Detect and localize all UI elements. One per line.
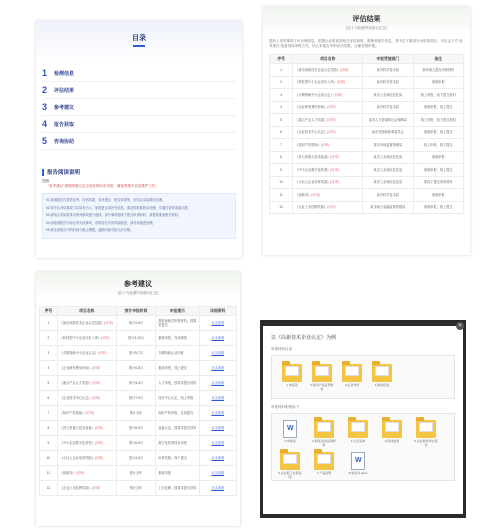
project-name: 《科技型中小企业评价入库》: [295, 80, 337, 85]
department-cell: 某市科学技术局: [363, 64, 413, 77]
note-cell: 系统申报，线上提交: [413, 101, 463, 114]
project-name: 《首台套重大技术装备》: [59, 425, 95, 430]
results-column-header: 备注: [413, 55, 463, 64]
reading-notes-heading: [42, 168, 242, 176]
project-name-cell: [293, 201, 363, 214]
results-table: [269, 54, 464, 214]
toc-list: [36, 61, 242, 150]
row-number: 3: [270, 89, 293, 102]
table-row: [270, 139, 464, 152]
notes-box: [42, 193, 236, 239]
note-line: 02 如不认可结果或与实际有出入，如需更正或补充信息，请及时联系核实处理，可通过咨询渠道反馈。: [46, 205, 191, 210]
toc-item-label: 参考建议: [54, 104, 75, 111]
suggest-column-header: 预计申报时间: [116, 307, 155, 316]
row-number: 7: [40, 406, 58, 421]
view-details-link[interactable]: 点击查看: [211, 350, 225, 355]
folder-paper: [283, 454, 297, 464]
folder-paper: [351, 422, 365, 432]
department-cell: 某市科学技术局: [363, 101, 413, 114]
doc-graphic: [351, 452, 365, 470]
status-badge: (可申): [327, 130, 336, 135]
results-column-header: 申报受理部门: [363, 55, 413, 64]
folder-icon[interactable]: [370, 364, 394, 388]
folder-icon[interactable]: [346, 420, 370, 444]
project-name: 《企业技术中心认定》: [59, 395, 92, 400]
project-name: 《企业研发费用补助》: [59, 365, 92, 370]
folder-paper: [315, 366, 329, 376]
row-number: 12: [270, 201, 293, 214]
project-name-cell: [293, 89, 363, 102]
table-row: [270, 114, 464, 127]
section-bar: [42, 169, 44, 176]
folder-icon[interactable]: [312, 420, 336, 447]
dialog-caption-1: 申报材料目录: [271, 347, 292, 351]
table-row: [40, 361, 237, 376]
project-name-cell: [293, 151, 363, 164]
view-details-link[interactable]: 点击查看: [211, 470, 225, 475]
project-name: 《小巨人企业培育奖励》: [295, 180, 331, 185]
results-description: 您所上传的事项下可办理信息，依据企业资质及相关评估规则，需核验相关信息，其中以下事项为可申报项目，可点击下方“参考建议”查看具体申报方式，结合本报告中的评估结果，合理安排申报。: [269, 39, 463, 48]
results-title: 评估结果: [352, 16, 381, 23]
view-details-link[interactable]: 点击查看: [211, 380, 225, 385]
tip-cell: 技术中心认定，线上申报: [156, 391, 199, 406]
project-name-cell: [57, 376, 116, 391]
table-row: [40, 376, 237, 391]
status-badge: (可申): [91, 365, 101, 370]
dialog-title: 以《高新技术企业认定》为例: [271, 335, 337, 341]
link-cell: [199, 406, 236, 421]
project-name: 《企业技术中心认定》: [295, 130, 328, 135]
view-details-link[interactable]: 点击查看: [211, 365, 225, 370]
time-cell: 预计5-7月: [116, 346, 155, 361]
folder-icon[interactable]: [310, 364, 334, 391]
table-row: [40, 406, 237, 421]
time-cell: 预计全年: [116, 481, 155, 496]
status-badge: (可申): [94, 440, 104, 445]
row-number: 11: [40, 466, 58, 481]
row-number: 9: [270, 164, 293, 177]
project-name: 《企业上市挂牌奖励》: [295, 205, 328, 210]
results-column-header: 项目名称: [293, 55, 363, 64]
results-panel: [263, 7, 470, 255]
project-name-cell: [57, 481, 116, 496]
table-row: [270, 126, 464, 139]
toc-item[interactable]: [42, 133, 236, 150]
department-cell: 某市工业和信息化局: [363, 151, 413, 164]
project-name-cell: [293, 189, 363, 202]
folder-paper: [375, 366, 389, 376]
dialog-caption-2: 申报材料明细如下：: [271, 405, 303, 409]
folder-icon[interactable]: [340, 364, 364, 388]
toc-title-underline: [133, 45, 145, 47]
word-doc-icon[interactable]: [278, 420, 302, 444]
suggestions-header: [36, 272, 240, 300]
project-name: 《重点产业人才奖励》: [59, 380, 92, 385]
file-label: 8.承诺书.docx: [348, 471, 368, 475]
tip-cell: 知识产权申报，在线提交: [156, 406, 199, 421]
table-row: [40, 391, 237, 406]
tip-cell: 系统申报，在线填报: [156, 331, 199, 346]
status-badge: (可申): [91, 485, 101, 490]
department-cell: 某市科学技术局: [363, 189, 413, 202]
link-cell: [199, 466, 236, 481]
tip-cell: 专精特新企业申报: [156, 346, 199, 361]
row-number: 10: [40, 451, 58, 466]
folder-graphic: [312, 364, 332, 382]
time-cell: 预计4-6月: [116, 451, 155, 466]
suggestions-panel: [36, 272, 240, 526]
note-cell: 需申请人提交申请材料: [413, 64, 463, 77]
project-name-cell: [293, 126, 363, 139]
project-name-cell: [57, 391, 116, 406]
folder-graphic: [416, 420, 436, 438]
time-cell: 预计7-9月: [116, 391, 155, 406]
project-name: 《小巨人企业培育奖励》: [59, 455, 95, 460]
note-cell: 线上申报、线下提交材料: [413, 114, 463, 127]
link-cell: [199, 361, 236, 376]
view-details-link[interactable]: 点击查看: [211, 440, 225, 445]
word-doc-icon[interactable]: [346, 452, 370, 476]
folder-paper: [345, 366, 359, 376]
status-badge: (可申): [327, 205, 336, 210]
time-cell: 预计4-5月: [116, 316, 155, 331]
materials-box-2: [271, 413, 455, 481]
file-label: 3.人员名单: [350, 439, 366, 443]
row-number: 9: [40, 436, 58, 451]
row-number: 6: [270, 126, 293, 139]
note-line: 03 请结合实际需求对所列事项进行选择，部分事项需线下提交申请材料，请提前准备相关材料。: [46, 213, 182, 217]
note-cell: 线上申报、线下提交: [413, 139, 463, 152]
tip-cell: 人才申报，按要求提交材料: [156, 376, 199, 391]
folder-icon[interactable]: [278, 452, 302, 479]
folder-paper: [419, 422, 433, 432]
toc-item-label: 评估结果: [54, 87, 75, 94]
status-badge: (可申): [333, 92, 343, 97]
project-name-cell: [57, 451, 116, 466]
note-cell: 系统申报，线上提交: [413, 126, 463, 139]
folder-graphic: [382, 420, 402, 438]
status-badge: (可申): [97, 350, 107, 355]
status-badge: (可申): [330, 155, 339, 160]
doc-graphic: [283, 420, 297, 438]
table-row: [270, 101, 464, 114]
materials-box-1: [271, 355, 455, 399]
link-cell: [199, 331, 236, 346]
link-cell: [199, 346, 236, 361]
project-name-cell: [57, 466, 116, 481]
row-number: 7: [270, 139, 293, 152]
row-number: 5: [40, 376, 58, 391]
note-cell: 需线下提交申请材料: [413, 176, 463, 189]
table-row: [270, 164, 464, 177]
section-title: 报告阅读说明: [47, 170, 81, 176]
toc-item-label: 报告获取: [54, 121, 75, 128]
view-details-link[interactable]: 点击查看: [211, 455, 225, 460]
folder-graphic: [372, 364, 392, 382]
department-cell: 某市发展和改革委员会: [363, 126, 413, 139]
suggest-column-header: 申报提示: [156, 307, 199, 316]
project-name-cell: [57, 331, 116, 346]
row-number: 2: [40, 331, 58, 346]
status-badge: (可申): [330, 167, 339, 172]
link-cell: [199, 436, 236, 451]
file-label: 4.科技成果: [384, 439, 400, 443]
toc-item-number: 2: [42, 85, 48, 95]
folder-icon[interactable]: [414, 420, 438, 447]
results-column-header: 序号: [270, 55, 293, 64]
view-details-link[interactable]: 点击查看: [211, 425, 225, 430]
table-row: [40, 436, 237, 451]
link-cell: [199, 376, 236, 391]
status-badge: (可申): [75, 470, 85, 475]
table-row: [40, 451, 237, 466]
row-number: 6: [40, 391, 58, 406]
folder-graphic: [314, 420, 334, 438]
status-badge: (可申): [91, 380, 101, 385]
project-name-cell: [293, 164, 363, 177]
note-line: 04 如检测报告中标注未完成事项，说明存在对应风险隐患，请尽快跟进处理。: [46, 220, 156, 225]
folder-graphic: [314, 452, 334, 470]
toc-panel: [36, 21, 242, 258]
tip-cell: 需准备相关申报材料，按要求提交: [156, 316, 199, 331]
project-name: 《某市高新技术企业认定奖励》: [295, 67, 340, 72]
suggest-column-header: 项目名称: [57, 307, 116, 316]
folder-paper: [285, 366, 299, 376]
table-row: [40, 421, 237, 436]
project-name-cell: [293, 139, 363, 152]
project-name-cell: [57, 436, 116, 451]
results-subtitle: (以下为检测内容统计汇总): [346, 26, 387, 30]
table-row: [270, 76, 464, 89]
toc-item[interactable]: [42, 116, 236, 133]
department-cell: 某市工业和信息化局: [363, 164, 413, 177]
status-badge: (可申): [336, 80, 346, 85]
status-badge: (可申): [330, 180, 339, 185]
tip-cell: 培育奖励，线下提交: [156, 451, 199, 466]
toc-item[interactable]: [42, 99, 236, 116]
department-cell: 某市工业和信息化局: [363, 89, 413, 102]
table-row: [40, 331, 237, 346]
project-name-cell: [293, 114, 363, 127]
suggestions-table: [39, 306, 237, 496]
toc-item-label: 检测信息: [54, 70, 75, 77]
materials-dialog: [263, 323, 463, 514]
note-cell: 系统申报，线上提交: [413, 164, 463, 177]
row-number: 5: [270, 114, 293, 127]
status-badge: (可申): [311, 192, 320, 197]
row-number: 10: [270, 176, 293, 189]
toc-item-number: 5: [42, 136, 48, 146]
table-row: [270, 64, 464, 77]
table-row: [270, 201, 464, 214]
folder-graphic: [342, 364, 362, 382]
suggest-column-header: 详细资料: [199, 307, 236, 316]
table-row: [270, 189, 464, 202]
folder-paper: [385, 422, 399, 432]
link-cell: [199, 451, 236, 466]
tip-cell: 上市挂牌，按要求提交材料: [156, 481, 199, 496]
project-name: 《首台套重大技术装备》: [295, 155, 331, 160]
project-name-cell: [57, 421, 116, 436]
suggest-column-header: 序号: [40, 307, 58, 316]
file-label: 4.财务报表: [374, 383, 390, 387]
folder-graphic: [282, 364, 302, 382]
folder-icon[interactable]: [280, 364, 304, 388]
tip-cell: 系统申报，线上提交: [156, 361, 199, 376]
project-name-cell: [293, 76, 363, 89]
project-name: 《企业上市挂牌奖励》: [59, 485, 92, 490]
status-badge: (可申): [104, 320, 113, 325]
folder-paper: [317, 422, 331, 432]
status-badge: (可申): [91, 395, 101, 400]
file-label: 1.申报表: [286, 383, 298, 387]
file-label: 6.企业职工社保证明: [278, 471, 302, 479]
tip-cell: 数字化转型项目申报: [156, 436, 199, 451]
intro-red-text: “参考建议”请按照建议去完成你的所有申报、储备等相关信息维护工作。: [48, 184, 159, 188]
project-name: 《专精特新中小企业认定》: [295, 92, 334, 97]
table-row: [40, 466, 237, 481]
status-badge: (可申): [101, 335, 110, 340]
row-number: 3: [40, 346, 58, 361]
project-name-cell: [293, 101, 363, 114]
project-name: 《企业研发费用补助》: [295, 105, 328, 110]
table-row: [270, 151, 464, 164]
time-cell: 预计3-4月: [116, 376, 155, 391]
project-name-cell: [293, 64, 363, 77]
toc-item[interactable]: [42, 65, 236, 82]
row-number: 4: [270, 101, 293, 114]
folder-paper: [317, 454, 331, 464]
toc-item-number: 1: [42, 68, 48, 78]
project-name: 《创新券》: [59, 470, 76, 475]
note-line: 01 检测报告仅供您参考，评估结果、参考建议、报告获取等，应结合实际情况办理。: [46, 198, 166, 202]
table-row: [270, 89, 464, 102]
row-number: 4: [40, 361, 58, 376]
status-badge: (可申): [327, 105, 336, 110]
row-number: 8: [270, 151, 293, 164]
suggestions-subtitle: (以下为检测内容统计汇总): [117, 291, 159, 295]
row-number: 2: [270, 76, 293, 89]
project-name: 《知识产权资助》: [59, 410, 86, 415]
view-details-link[interactable]: 点击查看: [211, 335, 225, 340]
tip-cell: 装备认定，按要求提交材料: [156, 421, 199, 436]
suggestions-title: 参考建议: [124, 281, 152, 288]
project-name-cell: [57, 346, 116, 361]
project-name: 《某市高新技术企业认定奖励》: [59, 320, 105, 325]
view-details-link[interactable]: 点击查看: [211, 320, 225, 325]
status-badge: (可申): [94, 425, 104, 430]
department-cell: 某市人力资源和社会保障局: [363, 114, 413, 127]
note-cell: 系统申报: [413, 189, 463, 202]
note-cell: 系统申报，线上提交: [413, 201, 463, 214]
folder-icon[interactable]: [312, 452, 336, 476]
file-label: 2.研发活动证明材料: [312, 439, 336, 447]
tip-cell: 系统申报: [156, 466, 199, 481]
note-line: 05 请注意报告中的时间与截止期限，逾期可能导致无法办理。: [46, 228, 134, 232]
toc-item[interactable]: [42, 82, 236, 99]
status-badge: (可申): [94, 455, 104, 460]
department-cell: 某市地方金融监督管理局: [363, 201, 413, 214]
toc-item-number: 4: [42, 119, 48, 129]
note-cell: 系统申报: [413, 151, 463, 164]
project-name: 《专精特新中小企业认定》: [59, 350, 98, 355]
project-name-cell: [57, 361, 116, 376]
folder-graphic: [348, 420, 368, 438]
time-cell: 预计全年: [116, 406, 155, 421]
row-number: 8: [40, 421, 58, 436]
time-cell: 预计6-9月: [116, 436, 155, 451]
row-number: 1: [40, 316, 58, 331]
intro-text: 提醒：: [42, 179, 53, 183]
project-name: 《知识产权资助》: [295, 142, 321, 147]
file-label: 3.证书材料: [344, 383, 360, 387]
project-name: 《中小企业数字化转型》: [295, 167, 331, 172]
row-number: 12: [40, 481, 58, 496]
project-name-cell: [293, 176, 363, 189]
department-cell: 某市科学技术局: [363, 76, 413, 89]
time-cell: 预计8-9月: [116, 421, 155, 436]
toc-header: [36, 21, 242, 61]
link-cell: [199, 481, 236, 496]
time-cell: 预计6-8月: [116, 361, 155, 376]
folder-graphic: [280, 452, 300, 470]
time-cell: 预计全年: [116, 466, 155, 481]
file-label: 1.申请表: [284, 439, 296, 443]
row-number: 1: [270, 64, 293, 77]
status-badge: (可申): [327, 117, 336, 122]
view-details-link[interactable]: 点击查看: [211, 395, 225, 400]
table-row: [40, 481, 237, 496]
department-cell: 某市市场监督管理局: [363, 139, 413, 152]
view-details-link[interactable]: 点击查看: [211, 410, 225, 415]
status-badge: (可申): [85, 410, 94, 415]
file-label: 7.产品说明: [316, 471, 332, 475]
file-label: 5.企业财务审计报告: [414, 439, 438, 447]
project-name: 《创新券》: [295, 192, 312, 197]
materials-overlay: [260, 320, 466, 518]
project-name: 《科技型中小企业评价入库》: [59, 335, 102, 340]
row-number: 11: [270, 189, 293, 202]
time-cell: 预计3-10月: [116, 331, 155, 346]
close-icon[interactable]: ×: [456, 322, 464, 330]
link-cell: [199, 391, 236, 406]
project-name-cell: [57, 406, 116, 421]
table-row: [40, 316, 237, 331]
toc-item-label: 咨询协助: [54, 138, 75, 145]
project-name: 《中小企业数字化转型》: [59, 440, 95, 445]
status-badge: (可申): [320, 142, 330, 147]
status-badge: (可申): [339, 67, 349, 72]
results-header: [263, 7, 470, 35]
file-label: 2.知识产权证明材料: [310, 383, 334, 391]
toc-title: 目录: [132, 35, 146, 42]
view-details-link[interactable]: 点击查看: [211, 485, 225, 490]
department-cell: 某市工业和信息化局: [363, 176, 413, 189]
link-cell: [199, 316, 236, 331]
project-name-cell: [57, 316, 116, 331]
table-row: [40, 346, 237, 361]
project-name: 《重点产业人才奖励》: [295, 117, 328, 122]
toc-item-number: 3: [42, 102, 48, 112]
link-cell: [199, 421, 236, 436]
table-row: [270, 176, 464, 189]
note-cell: 线上申报、线下提交材料: [413, 89, 463, 102]
note-cell: 系统申报: [413, 76, 463, 89]
folder-icon[interactable]: [380, 420, 404, 444]
